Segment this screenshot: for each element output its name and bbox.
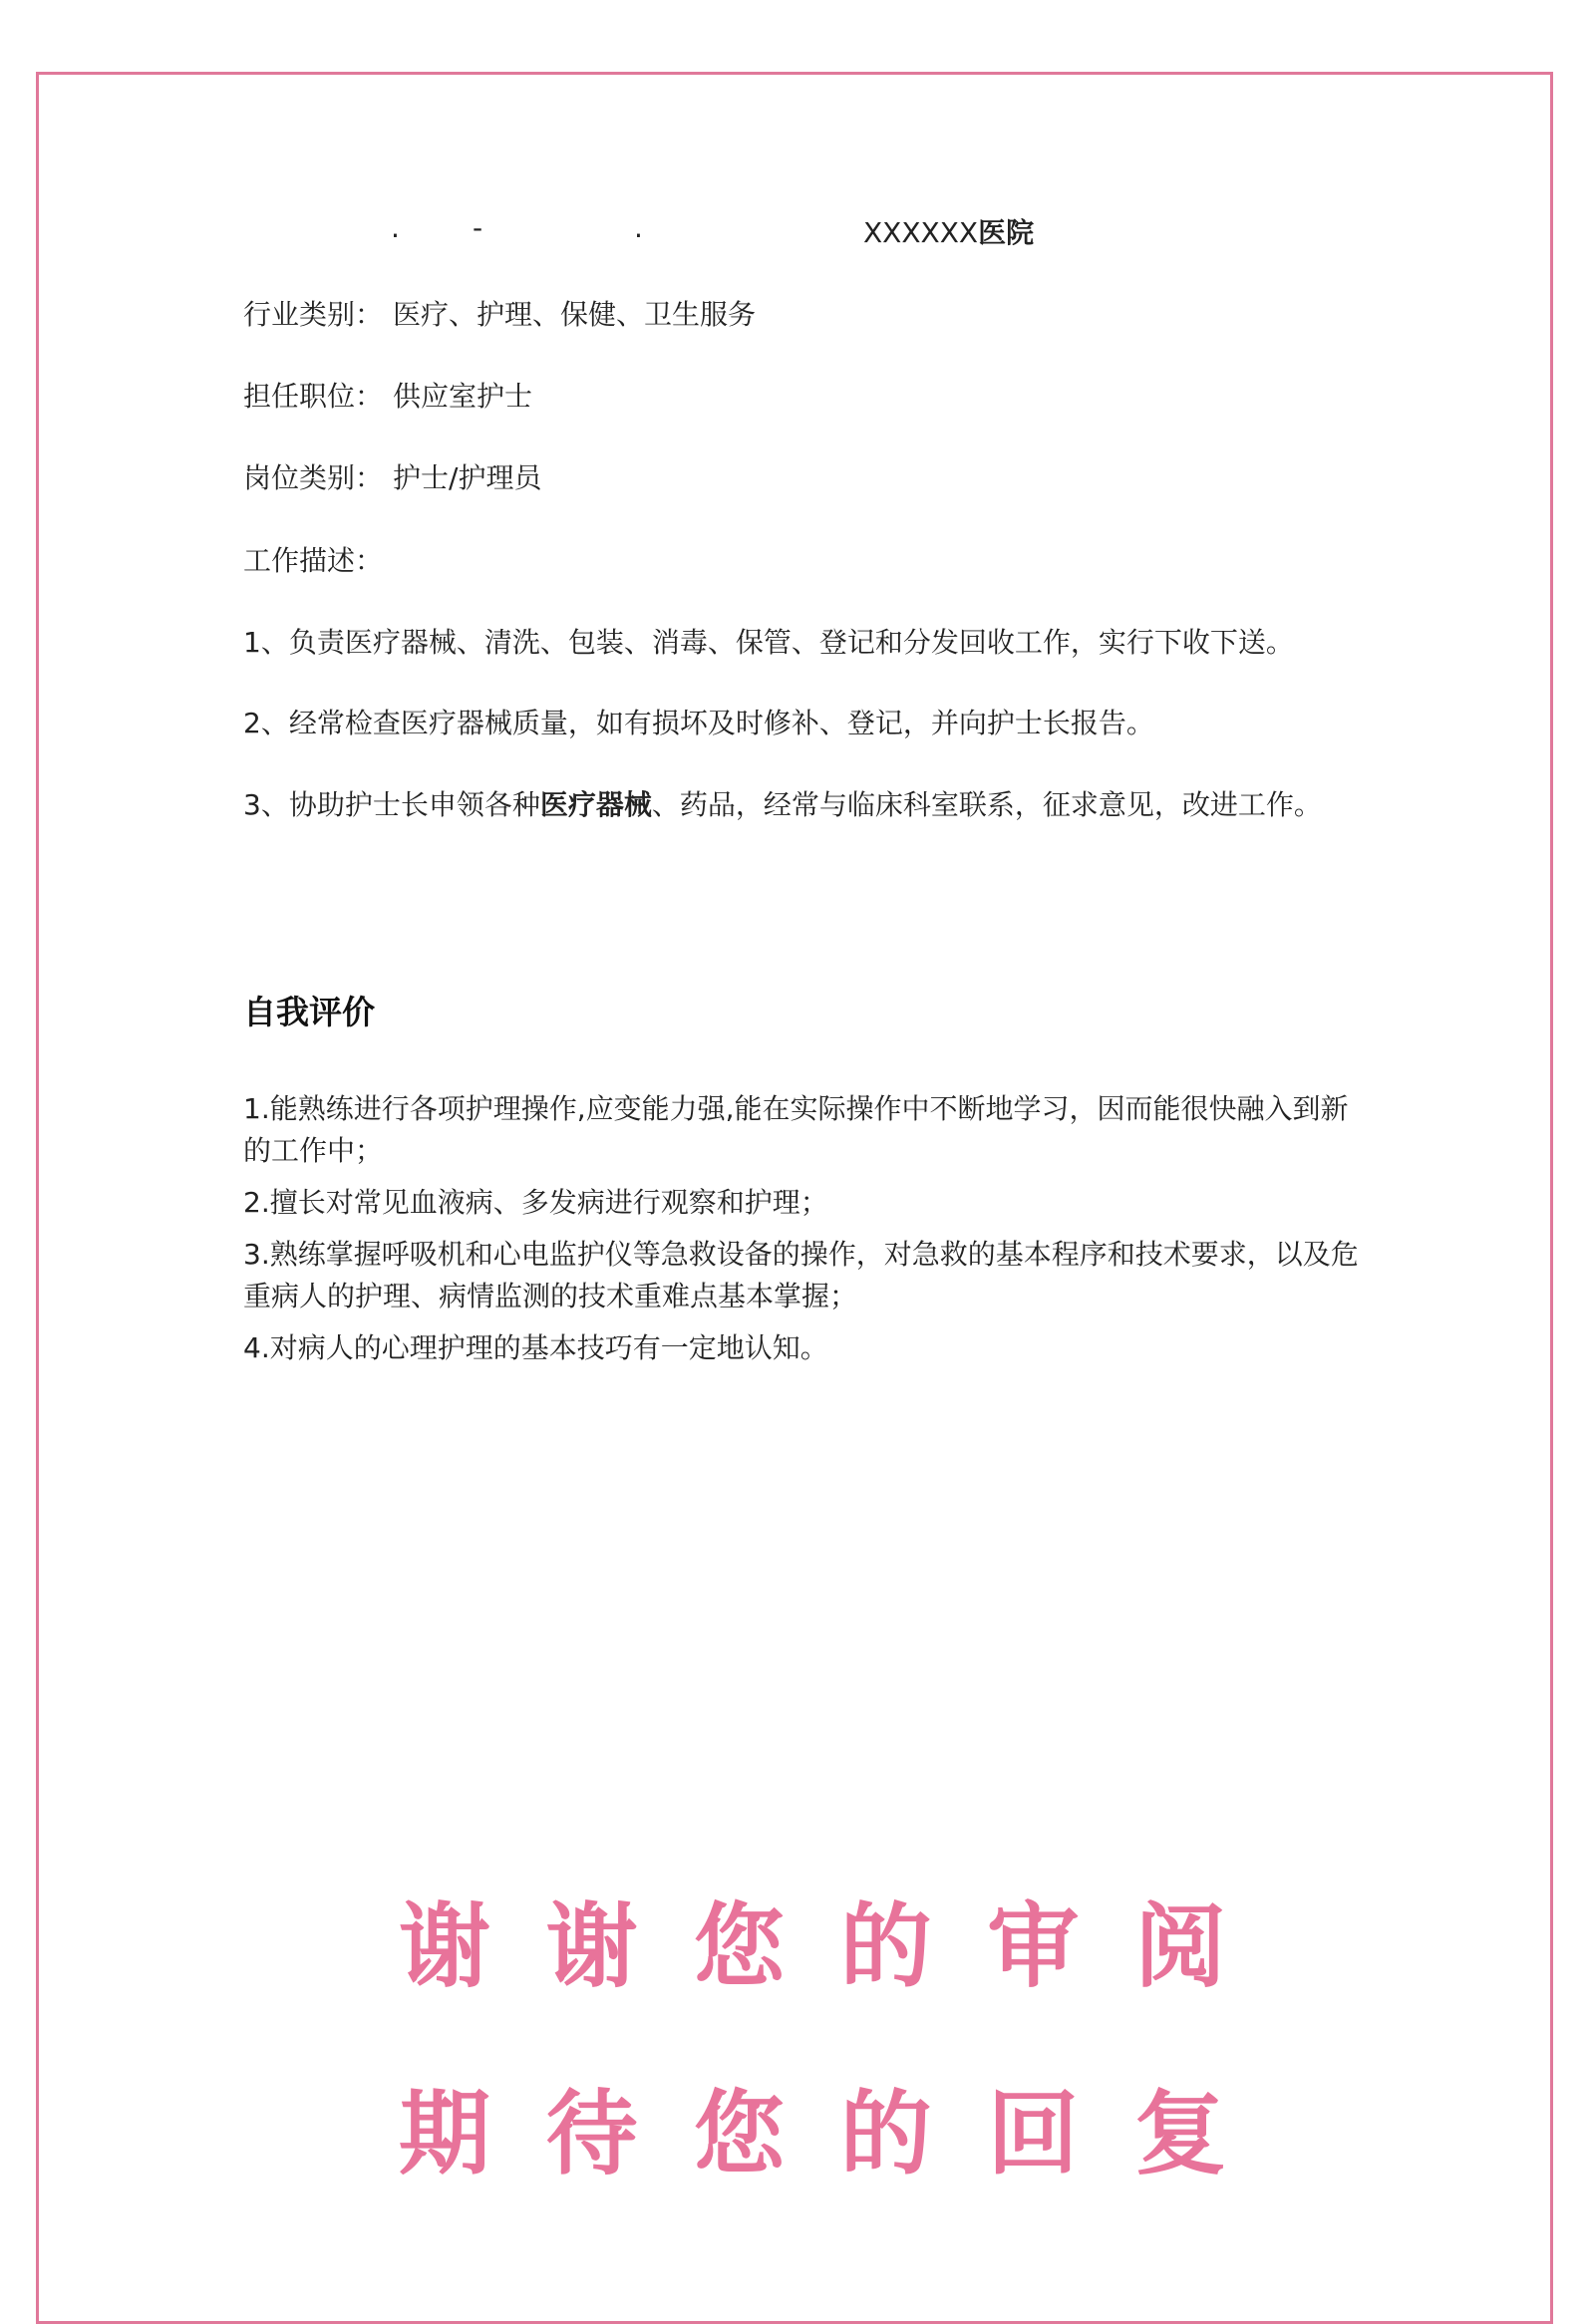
job-category-label: 岗位类别： (243, 461, 384, 494)
evaluation-item: 2.擅长对常见血液病、多发病进行观察和护理； (243, 1186, 828, 1219)
company-suffix: 医院 (978, 216, 1035, 249)
industry-field (243, 293, 756, 333)
duty-text-bold: 医疗器械 (539, 788, 652, 821)
closing-char: 待 (545, 2081, 638, 2187)
position-value: 供应室护士 (393, 380, 533, 413)
industry-value: 医疗、护理、保健、卫生服务 (393, 298, 757, 331)
self-evaluation-list (243, 1088, 1370, 1379)
job-header (243, 211, 1390, 251)
duty-item: 2、经常检查医疗器械质量，如有损坏及时修补、登记，并向护士长报告。 (243, 707, 1154, 739)
closing-char: 谢 (545, 1893, 638, 2000)
closing-char: 您 (693, 2081, 786, 2187)
job-category-field (243, 456, 541, 496)
duty-text-pre: 3、协助护士长申领各种 (243, 788, 540, 821)
closing-char: 期 (399, 2081, 491, 2187)
closing-line-thanks (399, 1874, 1226, 2005)
evaluation-item: 4.对病人的心理护理的基本技巧有一定地认知。 (243, 1331, 828, 1364)
closing-char: 阅 (1133, 1893, 1226, 2000)
self-evaluation-title: 自我评价 (243, 993, 375, 1031)
closing-line-reply (399, 2061, 1226, 2192)
closing-char: 的 (839, 2081, 932, 2187)
date-dot-1: . (391, 211, 400, 244)
industry-label: 行业类别： (243, 298, 384, 331)
closing-char: 的 (839, 1893, 932, 2000)
job-description-label: 工作描述： (243, 544, 384, 577)
closing-char: 审 (987, 1893, 1080, 2000)
date-dot-2: . (634, 211, 643, 244)
job-category-value: 护士/护理员 (393, 461, 542, 494)
closing-char: 复 (1133, 2081, 1226, 2187)
closing-char: 您 (693, 1893, 786, 2000)
evaluation-item: 3.熟练掌握呼吸机和心电监护仪等急救设备的操作，对急救的基本程序和技术要求，以及危重病人的护理、病情监测的技术重难点基本掌握； (243, 1238, 1359, 1312)
duty-text-post: 、药品，经常与临床科室联系，征求意见，改进工作。 (651, 788, 1322, 821)
position-field (243, 375, 532, 415)
closing-char: 回 (987, 2081, 1080, 2187)
border-gap (379, 2246, 1236, 2258)
duty-item: 1、负责医疗器械、清洗、包装、消毒、保管、登记和分发回收工作，实行下收下送。 (243, 626, 1294, 659)
closing-char: 谢 (399, 1893, 491, 2000)
job-description-field (243, 539, 393, 579)
duty-item (243, 783, 1322, 823)
date-dash: - (473, 211, 483, 244)
position-label: 担任职位： (243, 380, 384, 413)
company-name (863, 211, 1034, 251)
evaluation-item: 1.能熟练进行各项护理操作,应变能力强,能在实际操作中不断地学习，因而能很快融入到新的工作中； (243, 1092, 1349, 1167)
company-prefix: XXXXXX (863, 216, 979, 249)
